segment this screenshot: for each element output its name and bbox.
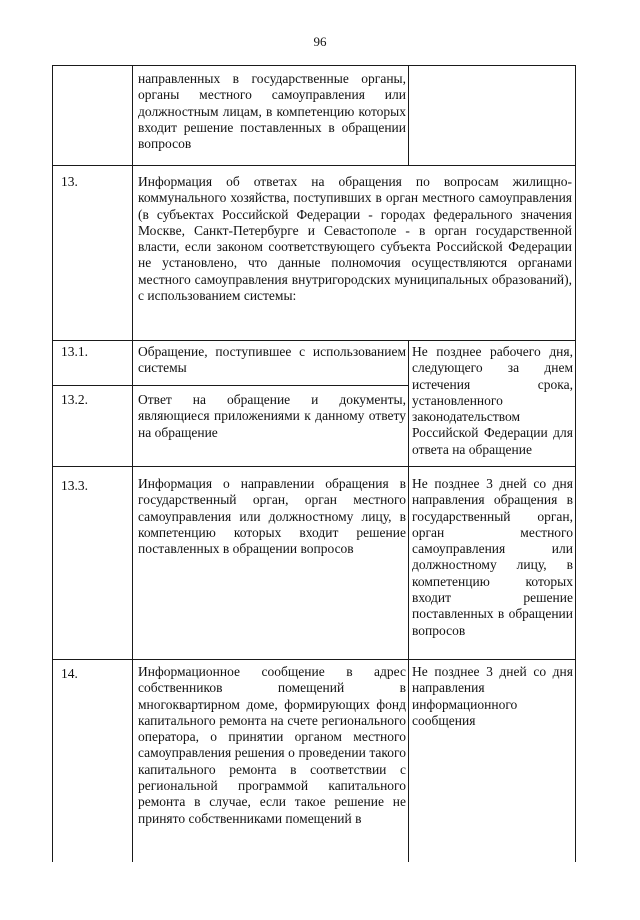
row-number: 13.3.: [61, 478, 88, 493]
row-text: Ответ на обращение и документы, являющиеся приложениями к данному ответу на обращение: [138, 392, 406, 440]
row-term: Не позднее рабочего дня, следующего за днем истечения срока, установленного законодательством Российской Федерации для ответа на обращение: [412, 344, 573, 457]
row-number: 13.1.: [61, 344, 88, 359]
row-text: Информация об ответах на обращения по вопросам жилищно-коммунального хозяйства, поступивших в орган местного самоуправления (в субъектах Российской Федерации - городах федерального значения Москве, Санкт-Петербурге и Севастополе - в орган государственной власти, если законом соответствующего субъекта Российской Федерации не установлено, что данные полномочия осуществляются органами местного самоуправления внутригородских муниципальных образований), с использованием системы:: [138, 174, 572, 304]
row-text: Информационное сообщение в адрес собственников помещений в многоквартирном доме, формирующих фонд капитального ремонта на счете регионального оператора, о принятии органом местного самоуправления решения о проведении такого капитального ремонта в соответствии с региональной программой капитального ремонта в случае, если такое решение не принято собственниками помещений в: [138, 664, 406, 826]
table-border-right: [575, 65, 576, 862]
row-text: Информация о направлении обращения в государственный орган, орган местного самоуправления или должностному лицу, в компетенцию которых входит решение поставленных в обращении вопросов: [138, 476, 406, 557]
row-term: Не позднее 3 дней со дня направления обращения в государственный орган, орган местного самоуправления или должностному лицу, в компетенцию которых входит решение поставленных в обращении вопросов: [412, 476, 573, 638]
row-divider: [52, 659, 576, 660]
row-number: 14.: [61, 666, 78, 681]
row-divider: [52, 65, 576, 66]
row-number: 13.2.: [61, 392, 88, 407]
row-divider: [52, 385, 409, 386]
row-text: Обращение, поступившее с использованием системы: [138, 344, 406, 376]
row-text: направленных в государственные органы, органы местного самоуправления или должностным лицам, в компетенцию которых входит решение поставленных в обращении вопросов: [138, 71, 406, 152]
page-number: 96: [313, 34, 327, 49]
column-divider-1: [132, 65, 133, 862]
column-divider-2: [408, 65, 409, 165]
row-divider: [52, 466, 576, 467]
column-divider-2: [408, 340, 409, 862]
table-border-left: [52, 65, 53, 862]
row-divider: [52, 340, 576, 341]
row-number: 13.: [61, 174, 78, 189]
row-divider: [52, 165, 576, 166]
row-term: Не позднее 3 дней со дня направления информационного сообщения: [412, 664, 573, 728]
